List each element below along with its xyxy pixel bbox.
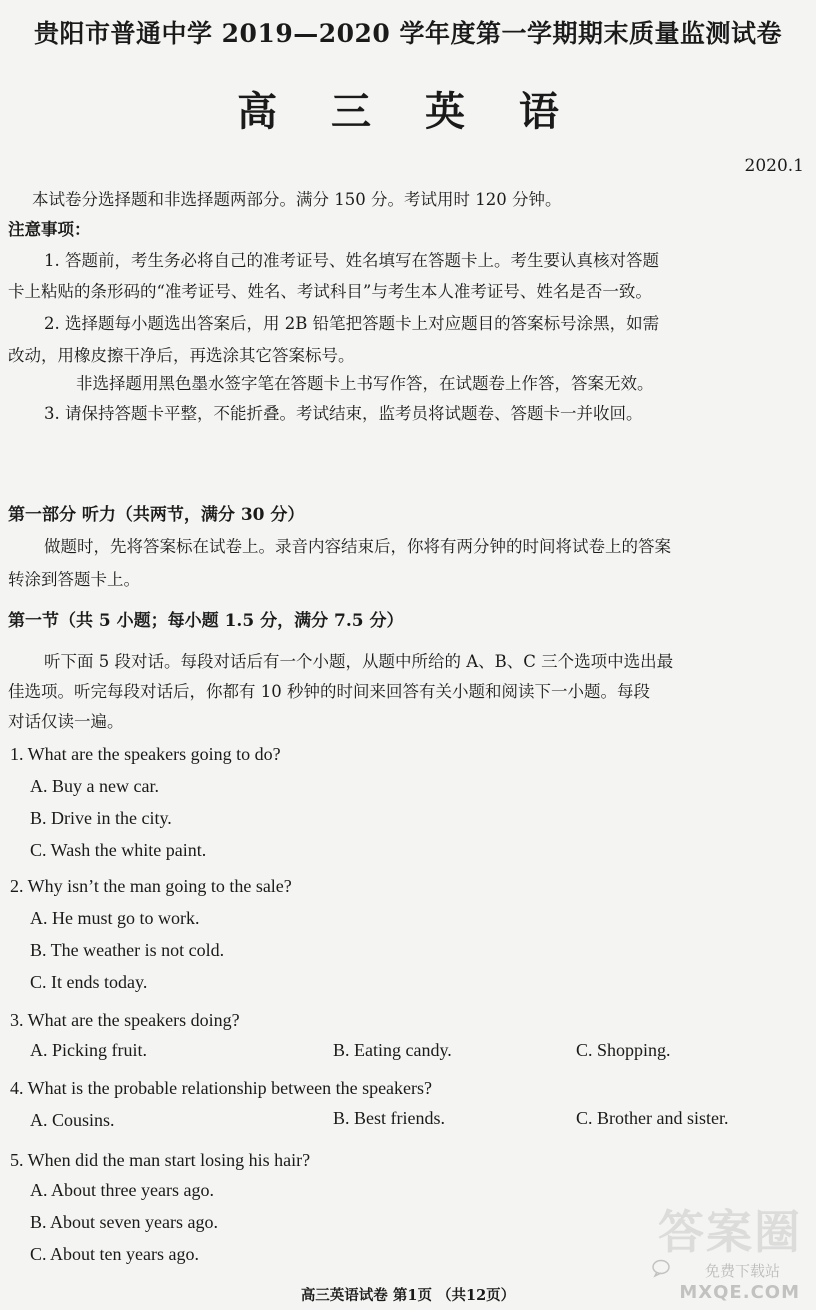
question-1-option-b: B. Drive in the city. bbox=[30, 808, 172, 828]
question-5-option-b: B. About seven years ago. bbox=[30, 1212, 218, 1232]
watermark bbox=[610, 1196, 810, 1308]
question-3-option-b: B. Eating candy. bbox=[333, 1040, 452, 1060]
section-1-line-2: 佳选项。听完每段对话后，你都有 10 秒钟的时间来回答有关小题和阅读下一小题。每段 bbox=[8, 682, 650, 701]
question-2-option-a: A. He must go to work. bbox=[30, 908, 200, 928]
question-2-option-b: B. The weather is not cold. bbox=[30, 940, 225, 960]
subject-title: 高 三 英 语 bbox=[237, 88, 579, 135]
note-3: 3. 请保持答题卡平整，不能折叠。考试结束，监考员将试题卷、答题卡一并收回。 bbox=[44, 404, 643, 423]
question-4-stem: 4. What is the probable relationship between the speakers? bbox=[10, 1078, 433, 1098]
exam-date: 2020.1 bbox=[744, 156, 804, 176]
section-1-line-1: 听下面 5 段对话。每段对话后有一个小题，从题中所给的 A、B、C 三个选项中选出最 bbox=[44, 652, 674, 671]
question-3-option-a: A. Picking fruit. bbox=[30, 1040, 147, 1060]
question-4-option-b: B. Best friends. bbox=[333, 1108, 445, 1128]
question-3-option-c: C. Shopping. bbox=[576, 1040, 671, 1060]
note-1-line-2: 卡上粘贴的条形码的“准考证号、姓名、考试科目”与考生本人准考证号、姓名是否一致。 bbox=[8, 282, 652, 301]
question-5-stem: 5. When did the man start losing his hair? bbox=[10, 1150, 311, 1170]
watermark-url: MXQE.COM bbox=[679, 1282, 800, 1303]
section-1-heading: 第一节（共 5 小题；每小题 1.5 分，满分 7.5 分） bbox=[8, 611, 404, 631]
question-5-option-a: A. About three years ago. bbox=[30, 1180, 214, 1200]
question-2-option-c: C. It ends today. bbox=[30, 972, 148, 992]
exam-title: 贵阳市普通中学 2019—2020 学年度第一学期期末质量监测试卷 bbox=[33, 19, 783, 48]
question-3-stem: 3. What are the speakers doing? bbox=[10, 1010, 240, 1030]
note-2-line-2: 改动，用橡皮擦干净后，再选涂其它答案标号。 bbox=[8, 346, 355, 365]
part-1-instruction-line-2: 转涂到答题卡上。 bbox=[8, 570, 140, 589]
note-2-line-3: 非选择题用黑色墨水签字笔在答题卡上书写作答，在试题卷上作答，答案无效。 bbox=[76, 374, 654, 393]
question-1-option-a: A. Buy a new car. bbox=[30, 776, 159, 796]
section-1-line-3: 对话仅读一遍。 bbox=[8, 712, 124, 731]
watermark-subtitle: 免费下载站 bbox=[704, 1262, 780, 1280]
note-1-line-1: 1. 答题前，考生务必将自己的准考证号、姓名填写在答题卡上。考生要认真核对答题 bbox=[44, 251, 659, 270]
notes-heading: 注意事项： bbox=[8, 220, 91, 239]
part-1-instruction-line-1: 做题时，先将答案标在试卷上。录音内容结束后，你将有两分钟的时间将试卷上的答案 bbox=[44, 537, 671, 556]
note-2-line-1: 2. 选择题每小题选出答案后，用 2B 铅笔把答题卡上对应题目的答案标号涂黑，如需 bbox=[44, 314, 660, 333]
watermark-logo: 答案圈 bbox=[658, 1205, 802, 1259]
page-footer: 高三英语试卷 第1页 （共12页） bbox=[300, 1287, 516, 1304]
part-1-heading: 第一部分 听力（共两节，满分 30 分） bbox=[8, 505, 305, 525]
exam-summary: 本试卷分选择题和非选择题两部分。满分 150 分。考试用时 120 分钟。 bbox=[32, 190, 562, 209]
question-4-option-c: C. Brother and sister. bbox=[576, 1108, 729, 1128]
question-4-option-a: A. Cousins. bbox=[30, 1110, 115, 1130]
question-1-option-c: C. Wash the white paint. bbox=[30, 840, 207, 860]
chat-bubble-icon bbox=[652, 1258, 672, 1278]
question-5-option-c: C. About ten years ago. bbox=[30, 1244, 199, 1264]
question-1-stem: 1. What are the speakers going to do? bbox=[10, 744, 281, 764]
question-2-stem: 2. Why isn’t the man going to the sale? bbox=[10, 876, 292, 896]
